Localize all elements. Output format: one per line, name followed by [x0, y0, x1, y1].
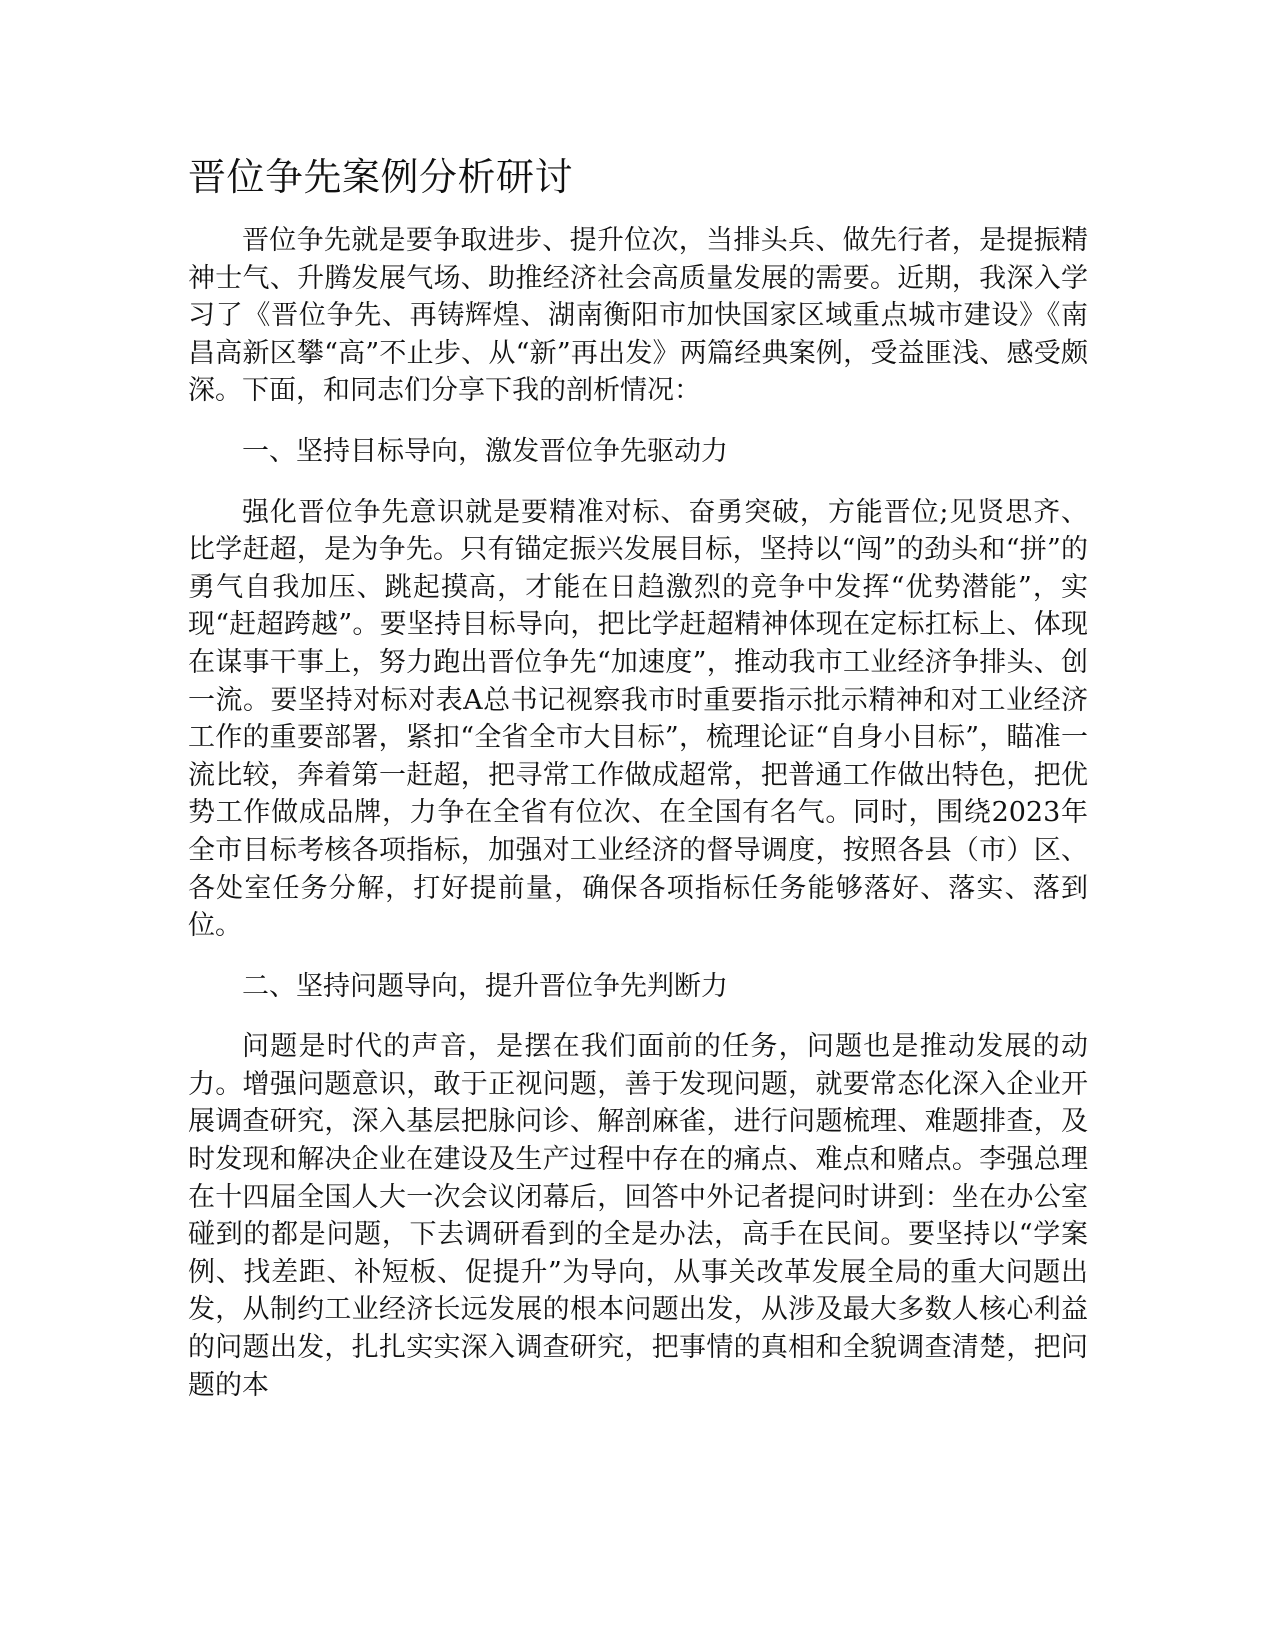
document-content [188, 150, 1088, 1427]
document-title: 晋位争先案例分析研讨 [188, 155, 574, 199]
section-1-paragraph: 强化晋位争先意识就是要精准对标、奋勇突破，方能晋位;见贤思齐、比学赶超，是为争先。只有锚定振兴发展目标，坚持以“闯”的劲头和“拼”的勇气自我加压、跳起摸高，才能在日趋激烈的竞争中发挥“优势潜能”，实现“赶超跨越”。要坚持目标导向，把比学赶超精神体现在定标扛标上、体现在谋事干事上，努力跑出晋位争先“加速度”，推动我市工业经济争排头、创一流。要坚持对标对表A总书记视察我市时重要指示批示精神和对工业经济工作的重要部署，紧扣“全省全市大目标”，梳理论证“自身小目标”，瞄准一流比较，奔着第一赶超，把寻常工作做成超常，把普通工作做出特色，把优势工作做成品牌，力争在全省有位次、在全国有名气。同时，围绕2023年全市目标考核各项指标，加强对工业经济的督导调度，按照各县（市）区、各处室任务分解，打好提前量，确保各项指标任务能够落好、落实、落到位。 [188, 496, 1088, 942]
section-2-heading: 二、坚持问题导向，提升晋位争先判断力 [242, 970, 728, 1002]
intro-paragraph: 晋位争先就是要争取进步、提升位次，当排头兵、做先行者，是提振精神士气、升腾发展气场、助推经济社会高质量发展的需要。近期，我深入学习了《晋位争先、再铸辉煌、湖南衡阳市加快国家区域重点城市建设》《南昌高新区攀“高”不止步、从“新”再出发》两篇经典案例，受益匪浅、感受颇深。下面，和同志们分享下我的剖析情况： [188, 225, 1088, 407]
section-1-heading: 一、坚持目标导向，激发晋位争先驱动力 [242, 435, 728, 467]
section-2-paragraph: 问题是时代的声音，是摆在我们面前的任务，问题也是推动发展的动力。增强问题意识，敢于正视问题，善于发现问题，就要常态化深入企业开展调查研究，深入基层把脉问诊、解剖麻雀，进行问题梳理、难题排查，及时发现和解决企业在建设及生产过程中存在的痛点、难点和赌点。李强总理在十四届全国人大一次会议闭幕后，回答中外记者提问时讲到：坐在办公室碰到的都是问题，下去调研看到的全是办法，高手在民间。要坚持以“学案例、找差距、补短板、促提升”为导向，从事关改革发展全局的重大问题出发，从制约工业经济长远发展的根本问题出发，从涉及最大多数人核心利益的问题出发，扎扎实实深入调查研究，把事情的真相和全貌调查清楚，把问题的本 [188, 1031, 1088, 1401]
